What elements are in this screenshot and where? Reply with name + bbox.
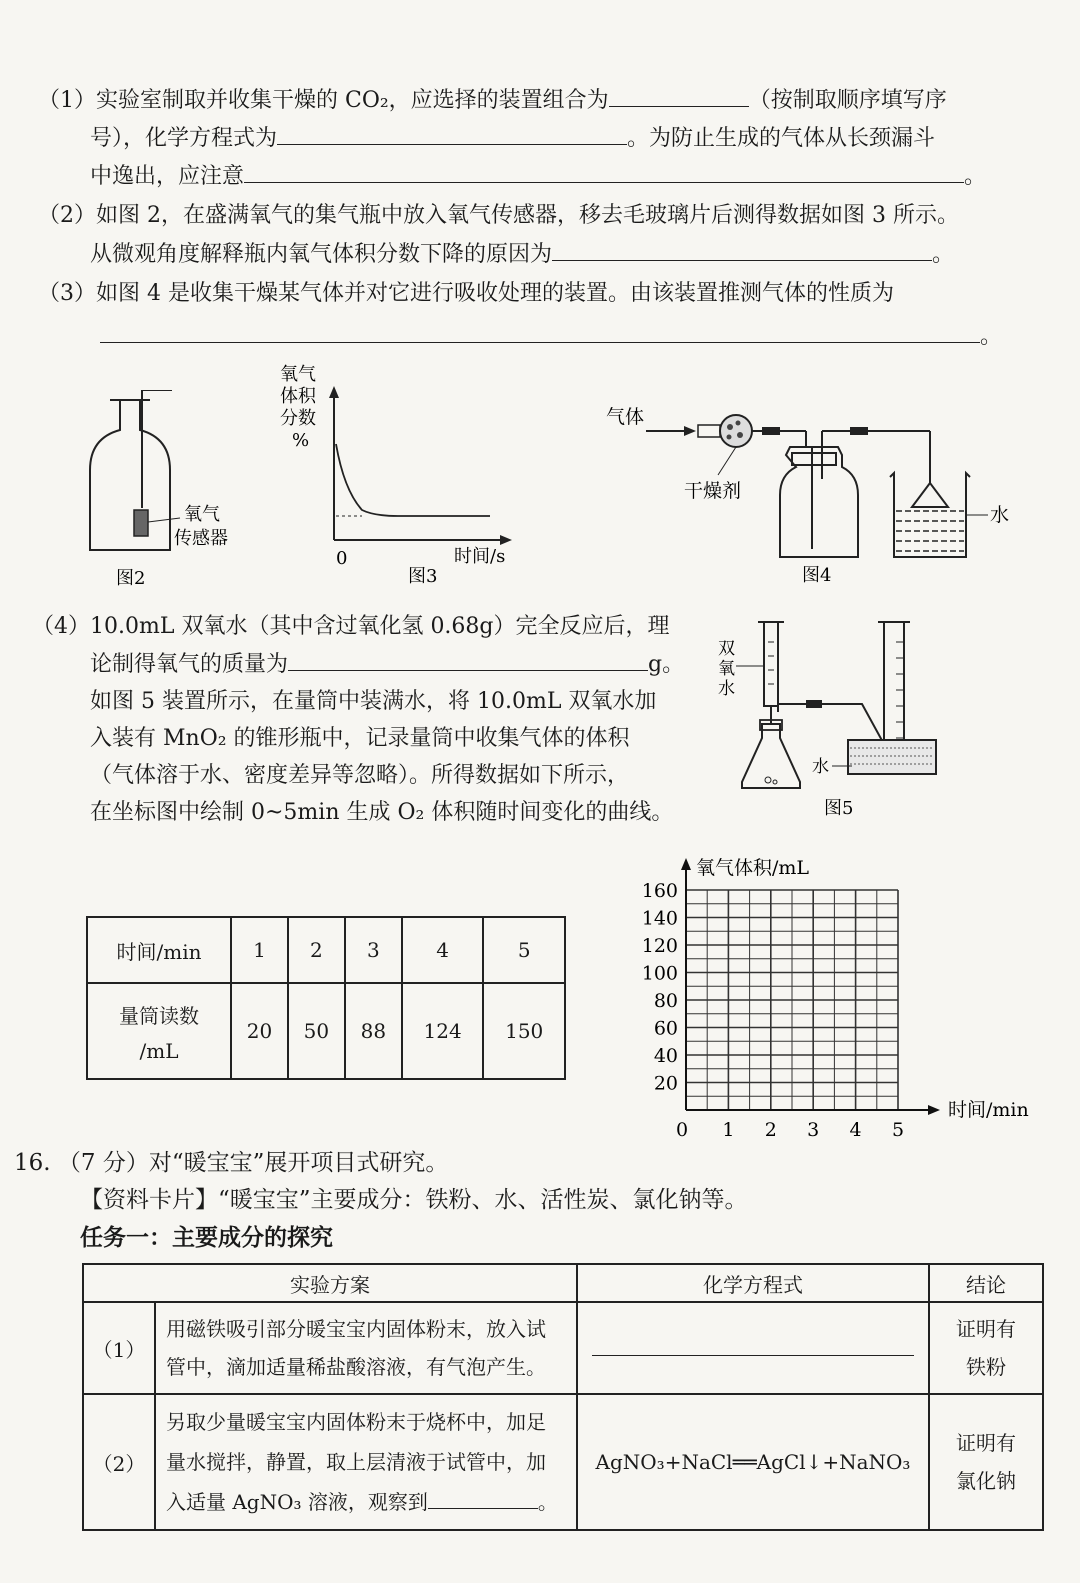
grid-y-tick-label: 160 [641,880,678,902]
grid-y-tick-label: 20 [653,1072,678,1095]
figure-5-caption: 图5 [824,798,854,819]
answer-blank-note[interactable] [244,162,964,183]
fig3-ylabel-1: 氧气 [280,364,316,385]
fig3-xlabel: 时间/s [454,546,506,567]
table-header-time: 时间/min [87,917,231,983]
fig5-water-label: 水 [812,757,829,777]
table-reading-cell: 88 [345,983,402,1079]
header-plan: 实验方案 [83,1264,577,1302]
row2-conclusion: 证明有 氯化钠 [929,1394,1043,1530]
grid-ylabel: 氧气体积/mL [696,857,810,879]
table-time-cell: 1 [231,917,288,983]
q15-p1-line3: 中逸出，应注意 。 [90,164,987,189]
grid-y-tick-label: 80 [653,990,678,1012]
q15-p4-line5: （气体溶于水、密度差异等忽略）。所得数据如下所示， [90,763,630,788]
table-time-cell: 5 [483,917,565,983]
grid-x-tick-label: 0 [675,1119,689,1141]
sensor-label-line1: 氧气 [184,504,220,525]
row1-number: （1） [83,1302,155,1394]
q15-p3-line2: 。 [100,322,1002,352]
table-reading-cell: 50 [288,983,345,1079]
row2-plan: 另取少量暖宝宝内固体粉末于烧杯中，加足 量水搅拌，静置，取上层清液于试管中，加 入适量 AgNO₃ 溶液，观察到 。 [155,1394,577,1530]
figure-5-gas-collection [712,612,952,827]
table-time-cell: 3 [345,917,402,983]
grid-x-tick-label: 1 [722,1119,735,1141]
row1-plan: 用磁铁吸引部分暖宝宝内固体粉末，放入试 管中，滴加适量稀盐酸溶液，有气泡产生。 [155,1302,577,1394]
answer-blank-oxygen-mass[interactable] [288,650,648,671]
q15-p4-line6: 在坐标图中绘制 0~5min 生成 O₂ 体积随时间变化的曲线。 [90,800,674,825]
header-equation: 化学方程式 [577,1264,929,1302]
table-time-cell: 4 [402,917,484,983]
figure-4-drying-apparatus [600,395,1040,595]
q15-p4-line3: 如图 5 装置所示，在量筒中装满水，将 10.0mL 双氧水加 [90,689,657,714]
grid-y-axis-arrow [681,858,691,870]
answer-blank-observation[interactable] [428,1488,538,1509]
grid-y-tick-label: 100 [641,962,678,985]
figure-3-oxygen-curve [278,360,528,590]
fig5-label-2: 氧 [718,659,735,679]
grid-x-tick-label: 2 [764,1119,777,1141]
grid-y-tick-label: 140 [641,907,678,930]
figure-2-gas-bottle [80,390,270,600]
table-time-cell: 2 [288,917,345,983]
table-header-reading: 量筒读数 /mL [87,983,231,1079]
fig5-label-3: 水 [718,679,735,699]
q15-p3-line1: （3）如图 4 是收集干燥某气体并对它进行吸收处理的装置。由该装置推测气体的性质为 [38,281,894,306]
answer-blank-reason[interactable] [552,240,932,261]
table-reading-cell: 20 [231,983,288,1079]
q15-p1-line2: 号），化学方程式为 。为防止生成的气体从长颈漏斗 [90,126,936,151]
row1-equation [577,1302,929,1394]
blank-coordinate-grid[interactable] [630,848,1050,1143]
figure-3-caption: 图3 [408,566,438,587]
grid-y-tick-label: 60 [653,1017,678,1040]
q16-title: 16. （7 分）对“暖宝宝”展开项目式研究。 [14,1150,449,1176]
q16-task-one: 任务一：主要成分的探究 [80,1224,333,1251]
grid-x-tick-label: 5 [891,1119,905,1141]
grid-x-tick-label: 3 [807,1119,820,1141]
fig3-ylabel-3: 分数 [280,408,316,429]
q15-p1-line1: （1）实验室制取并收集干燥的 CO₂，应选择的装置组合为 （按制取顺序填写序 [38,88,947,113]
q16-info-card: 【资料卡片】“暖宝宝”主要成分：铁粉、水、活性炭、氯化钠等。 [80,1187,748,1213]
fig5-label-1: 双 [718,639,735,659]
answer-blank-iron-equation[interactable] [592,1335,914,1356]
q15-p4-line4: 入装有 MnO₂ 的锥形瓶中，记录量筒中收集气体的体积 [90,726,630,751]
grid-x-axis-arrow [928,1105,940,1115]
answer-blank-device[interactable] [609,86,749,107]
grid-xlabel: 时间/min [948,1099,1029,1121]
figure-2-caption: 图2 [116,568,146,589]
row2-number: （2） [83,1394,155,1530]
table-reading-cell: 124 [402,983,484,1079]
header-conclusion: 结论 [929,1264,1043,1302]
answer-blank-property[interactable] [100,322,980,343]
grid-x-tick-label: 4 [849,1119,862,1141]
figure-4-caption: 图4 [802,565,832,586]
fig4-water-label: 水 [990,504,1010,526]
q15-p2-line2: 从微观角度解释瓶内氧气体积分数下降的原因为 。 [90,242,955,267]
fig4-desiccant-label: 干燥剂 [684,480,742,502]
q16-experiment-table [82,1263,1044,1531]
row1-conclusion: 证明有 铁粉 [929,1302,1043,1394]
fig3-ylabel-4: % [292,430,310,451]
oxygen-data-table [86,916,566,1080]
q15-p2-line1: （2）如图 2，在盛满氧气的集气瓶中放入氧气传感器，移去毛玻璃片后测得数据如图 3 所示。 [38,203,959,228]
fig4-gas-label: 气体 [606,406,645,428]
answer-blank-equation[interactable] [277,124,627,145]
sensor-label-line2: 传感器 [174,528,228,549]
grid-y-tick-label: 120 [641,935,678,957]
fig3-ylabel-2: 体积 [280,386,316,407]
q15-p4-line1: （4）10.0mL 双氧水（其中含过氧化氢 0.68g）完全反应后，理 [32,614,670,639]
row2-equation: AgNO₃+NaCl══AgCl↓+NaNO₃ [577,1394,929,1530]
fig3-origin: 0 [336,548,348,569]
grid-y-tick-label: 40 [653,1045,678,1067]
q15-p4-line2: 论制得氧气的质量为 g。 [90,652,685,677]
table-reading-cell: 150 [483,983,565,1079]
